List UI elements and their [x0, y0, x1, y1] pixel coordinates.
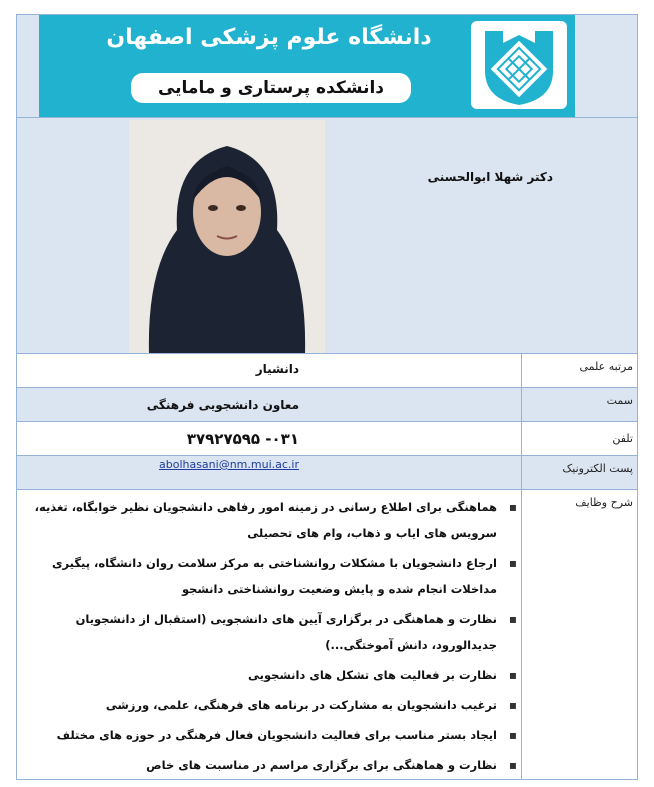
phone-row	[17, 421, 637, 456]
university-logo-icon	[471, 21, 567, 109]
duties-section	[17, 489, 637, 780]
portrait-photo	[129, 120, 325, 354]
email-link[interactable]: abolhasani@nm.mui.ac.ir	[158, 458, 299, 471]
person-name: دکتر شهلا ابوالحسنی	[427, 170, 553, 184]
university-title: دانشگاه علوم پزشکی اصفهان	[106, 25, 432, 50]
duty-item: ▪ نظارت و هماهنگی در برگزاری آیین های دانشجویی (استقبال از دانشجویان جدیدالورود، دانش آموختگی...)	[33, 606, 519, 658]
header-banner	[39, 15, 575, 117]
duty-item: ▪ نظارت بر فعالیت های تشکل های دانشجویی	[33, 662, 519, 688]
duty-item: ▪ ارجاع دانشجویان با مشکلات روانشناختی به مرکز سلامت روان دانشگاه، پیگیری مداخلات انجام شده و پایش وضعیت روانشناختی دانشجو	[33, 550, 519, 602]
rank-label: مرتبه علمی	[579, 360, 633, 373]
banner-left-margin	[17, 15, 39, 117]
email-label: پست الکترونیک	[562, 462, 633, 475]
duty-item: ▪ نظارت و هماهنگی برای برگزاری مراسم در مناسبت های خاص	[33, 752, 519, 778]
banner-right-margin	[575, 15, 637, 117]
photo-row	[17, 117, 637, 354]
email-row	[17, 455, 637, 490]
rank-row	[17, 353, 637, 388]
duty-item: ▪ ایجاد بستر مناسب برای فعالیت دانشجویان فعال فرهنگی در حوزه های مختلف	[33, 722, 519, 748]
phone-value: ۰۳۱- ۳۷۹۲۷۵۹۵	[186, 430, 299, 448]
faculty-title: دانشکده پرستاری و مامایی	[131, 73, 411, 103]
position-value: معاون دانشجویی فرهنگی	[146, 398, 299, 412]
column-divider	[521, 353, 522, 779]
profile-card	[16, 14, 638, 780]
duties-label: شرح وظایف	[575, 496, 633, 509]
rank-value: دانشیار	[255, 362, 299, 376]
duties-list	[33, 494, 519, 782]
phone-label: تلفن	[612, 432, 633, 445]
position-row	[17, 387, 637, 422]
position-label: سمت	[606, 394, 633, 407]
duty-item: ▪ هماهنگی برای اطلاع رسانی در زمینه امور رفاهی دانشجویان نظیر خوابگاه، تغذیه، سرویس های ایاب و ذهاب، وام های تحصیلی	[33, 494, 519, 546]
duty-item: ▪ ترغیب دانشجویان به مشارکت در برنامه های فرهنگی، علمی، ورزشی	[33, 692, 519, 718]
